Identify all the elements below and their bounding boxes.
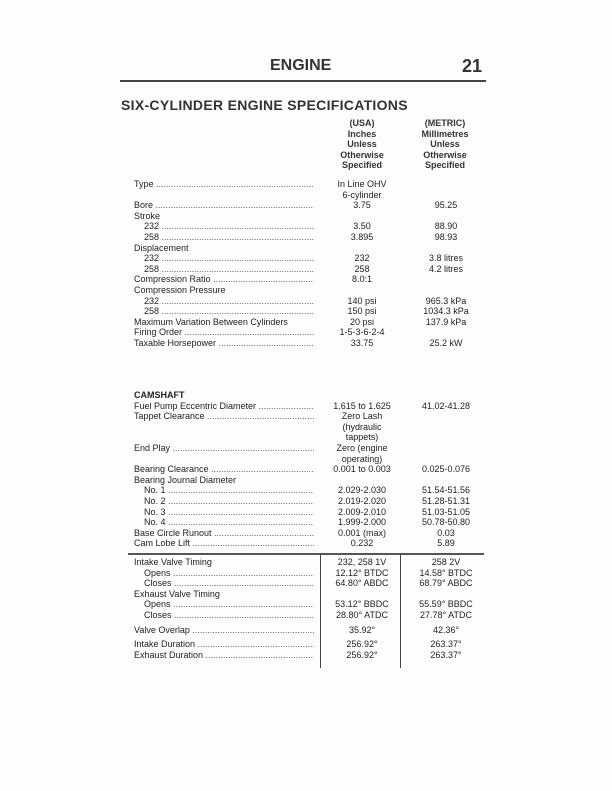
usa-value: (hydraulic	[342, 421, 382, 432]
metric-header-line: Millimetres	[421, 128, 469, 139]
spec-row	[134, 285, 484, 296]
spec-label: Bearing Clearance .....	[134, 464, 314, 475]
usa-header-line: Otherwise	[340, 149, 384, 160]
metric-value: 5.89	[437, 538, 455, 549]
spec-label: No. 4 .....	[144, 517, 314, 528]
camshaft-heading: CAMSHAFT	[134, 390, 185, 400]
metric-value: 0.03	[437, 527, 455, 538]
usa-value: 3.75	[353, 200, 371, 211]
metric-header-line: Specified	[424, 160, 465, 170]
metric-value: 27.78° ATDC	[420, 609, 472, 620]
metric-value: 41.02-41.28	[421, 400, 471, 411]
page-number: 21	[462, 56, 483, 76]
spec-label: 258 .....	[144, 232, 314, 243]
usa-value: 0.001 to 0.003	[333, 464, 391, 475]
spec-row	[134, 485, 484, 496]
spec-row	[134, 411, 484, 422]
metric-value: 50.78-50.80	[421, 517, 471, 528]
spec-label: Cam Lobe Lift .....	[134, 538, 314, 549]
spec-label: 258 .....	[144, 306, 314, 317]
usa-header-line: Unless	[347, 139, 377, 149]
usa-header-line: Specified	[341, 160, 382, 170]
spec-label: Compression Pressure	[134, 284, 226, 295]
spec-row	[134, 317, 484, 328]
metric-value: 137.9 kPa	[425, 316, 467, 327]
metric-header-line: Unless	[430, 139, 460, 149]
usa-value: 6-cylinder	[342, 189, 382, 200]
spec-label: 232 .....	[144, 296, 314, 307]
metric-header-line: Otherwise	[423, 149, 467, 160]
valve-timing-specs	[134, 557, 484, 660]
spec-row	[134, 568, 484, 579]
spec-row	[134, 253, 484, 264]
usa-value: 2.029-2.030	[337, 485, 387, 496]
section-title: SIX-CYLINDER ENGINE SPECIFICATIONS	[121, 97, 408, 113]
spec-row	[134, 538, 484, 549]
usa-value: 232, 258 1V	[337, 557, 387, 567]
spec-label: Base Circle Runout .....	[134, 528, 314, 539]
metric-value: 88.90	[434, 221, 458, 232]
metric-value: 51.28-51.31	[421, 495, 471, 506]
spec-row	[134, 221, 484, 232]
usa-value: 1-5-3-6-2-4	[339, 327, 385, 338]
spec-row	[134, 650, 484, 661]
metric-value: 95.25	[434, 200, 458, 211]
usa-value: 1.999-2.000	[337, 517, 387, 528]
spec-label: Firing Order .....	[134, 327, 314, 338]
metric-value: 965.3 kPa	[425, 295, 467, 306]
spec-label: Bearing Journal Diameter	[134, 474, 237, 485]
metric-value: 14.58° BTDC	[419, 567, 473, 578]
spec-row	[134, 557, 484, 568]
spec-label: Intake Duration .....	[134, 639, 314, 650]
metric-value: 3.8 litres	[428, 253, 463, 264]
spec-row	[134, 264, 484, 275]
usa-value: 35.92°	[348, 624, 376, 635]
spec-label: No. 1 .....	[144, 485, 314, 496]
spec-row	[134, 296, 484, 307]
spec-row	[134, 232, 484, 243]
spec-label: Intake Valve Timing	[134, 557, 212, 567]
metric-value: 51.54-51.56	[421, 485, 471, 496]
spec-row	[134, 496, 484, 507]
usa-value: tappets)	[345, 432, 379, 443]
metric-value: 42.36°	[432, 624, 460, 635]
spec-label: Exhaust Duration .....	[134, 650, 314, 661]
spec-row	[134, 179, 484, 190]
usa-value: 256.92°	[346, 639, 378, 650]
spec-label: Type .....	[134, 179, 314, 190]
spec-label: Stroke	[134, 210, 161, 221]
usa-value: 2.019-2.020	[337, 495, 387, 506]
spec-label: End Play .....	[134, 443, 314, 454]
spec-label: Opens .....	[144, 568, 314, 579]
spec-row	[134, 190, 484, 201]
spec-label: Maximum Variation Between Cylinders	[134, 316, 288, 327]
spec-label: Fuel Pump Eccentric Diameter .....	[134, 401, 314, 412]
usa-value: 64.80° ABDC	[335, 578, 389, 589]
metric-column-header	[400, 118, 490, 171]
usa-value: 20 psi	[349, 316, 375, 327]
spec-label: No. 2 .....	[144, 496, 314, 507]
header-rule	[120, 80, 486, 82]
spec-label: Tappet Clearance .....	[134, 411, 314, 422]
spec-row	[134, 454, 484, 465]
metric-value: 51.03-51.05	[421, 506, 471, 517]
spec-label: 258 .....	[144, 264, 314, 275]
table-rule	[128, 553, 484, 555]
spec-label: Closes .....	[144, 610, 314, 621]
usa-value: 53.12° BBDC	[335, 599, 389, 610]
metric-value: 263.37°	[430, 639, 462, 650]
spec-label: Bore .....	[134, 200, 314, 211]
spec-row	[134, 528, 484, 539]
metric-value: 0.025-0.076	[421, 464, 471, 475]
spec-row	[134, 517, 484, 528]
usa-value: 2.009-2.010	[337, 506, 387, 517]
spec-label: Compression Ratio .....	[134, 274, 314, 285]
spec-label: 232 .....	[144, 221, 314, 232]
spec-row	[134, 338, 484, 349]
spec-row	[134, 599, 484, 610]
spec-row	[134, 589, 484, 600]
usa-value: 28.80° ATDC	[336, 609, 388, 620]
usa-value: 232	[354, 253, 370, 264]
metric-value: 25.2 kW	[429, 337, 463, 348]
spec-row	[134, 211, 484, 222]
spec-label: Opens .....	[144, 599, 314, 610]
usa-value: 0.232	[350, 538, 374, 549]
metric-value: 263.37°	[430, 649, 462, 660]
camshaft-specs	[134, 390, 484, 549]
usa-value: Zero Lash	[341, 411, 383, 422]
spec-label: Taxable Horsepower .....	[134, 338, 314, 349]
spec-row	[134, 610, 484, 621]
usa-value: 8.0:1	[351, 274, 373, 285]
spec-row	[134, 422, 484, 433]
metric-value: 258 2V	[431, 557, 461, 567]
spec-row	[134, 443, 484, 454]
usa-value: 258	[354, 263, 370, 274]
usa-header-line: (USA)	[349, 118, 375, 128]
usa-value: operating)	[341, 453, 383, 464]
spec-row	[134, 432, 484, 443]
spec-row	[134, 274, 484, 285]
usa-value: 33.75	[350, 337, 374, 348]
spec-row	[134, 327, 484, 338]
usa-header-line: Inches	[347, 128, 377, 139]
spec-label: 232 .....	[144, 253, 314, 264]
spec-label: Exhaust Valve Timing	[134, 588, 220, 599]
spec-label: Closes .....	[144, 578, 314, 589]
spec-row	[134, 578, 484, 589]
metric-value: 68.79° ABDC	[419, 578, 473, 589]
spec-row	[134, 507, 484, 518]
general-specs	[134, 179, 484, 349]
spec-row	[134, 464, 484, 475]
usa-value: 0.001 (max)	[337, 527, 387, 538]
spec-row	[134, 243, 484, 254]
spec-label: Valve Overlap .....	[134, 625, 314, 636]
spec-label: Displacement	[134, 242, 189, 253]
usa-value: 3.50	[353, 221, 371, 232]
metric-value: 1034.3 kPa	[423, 306, 469, 317]
spec-row	[134, 306, 484, 317]
usa-column-header	[317, 118, 407, 171]
usa-value: 1.615 to 1.625	[333, 400, 391, 411]
metric-value: 55.59° BBDC	[419, 599, 473, 610]
metric-value: 98.93	[434, 231, 458, 242]
spec-row	[134, 401, 484, 412]
usa-value: 3.895	[350, 231, 374, 242]
spec-row	[134, 625, 484, 636]
metric-value: 4.2 litres	[428, 263, 463, 274]
chapter-title: ENGINE	[270, 57, 332, 74]
spec-label: No. 3 .....	[144, 507, 314, 518]
usa-value: 150 psi	[347, 306, 377, 317]
usa-value: Zero (engine	[336, 442, 388, 453]
spec-row	[134, 475, 484, 486]
usa-value: 12.12° BTDC	[335, 567, 389, 578]
metric-header-line: (METRIC)	[424, 118, 466, 128]
usa-value: 256.92°	[346, 649, 378, 660]
spec-row	[134, 200, 484, 211]
usa-value: In Line OHV	[337, 179, 387, 189]
usa-value: 140 psi	[347, 295, 377, 306]
spec-row	[134, 639, 484, 650]
